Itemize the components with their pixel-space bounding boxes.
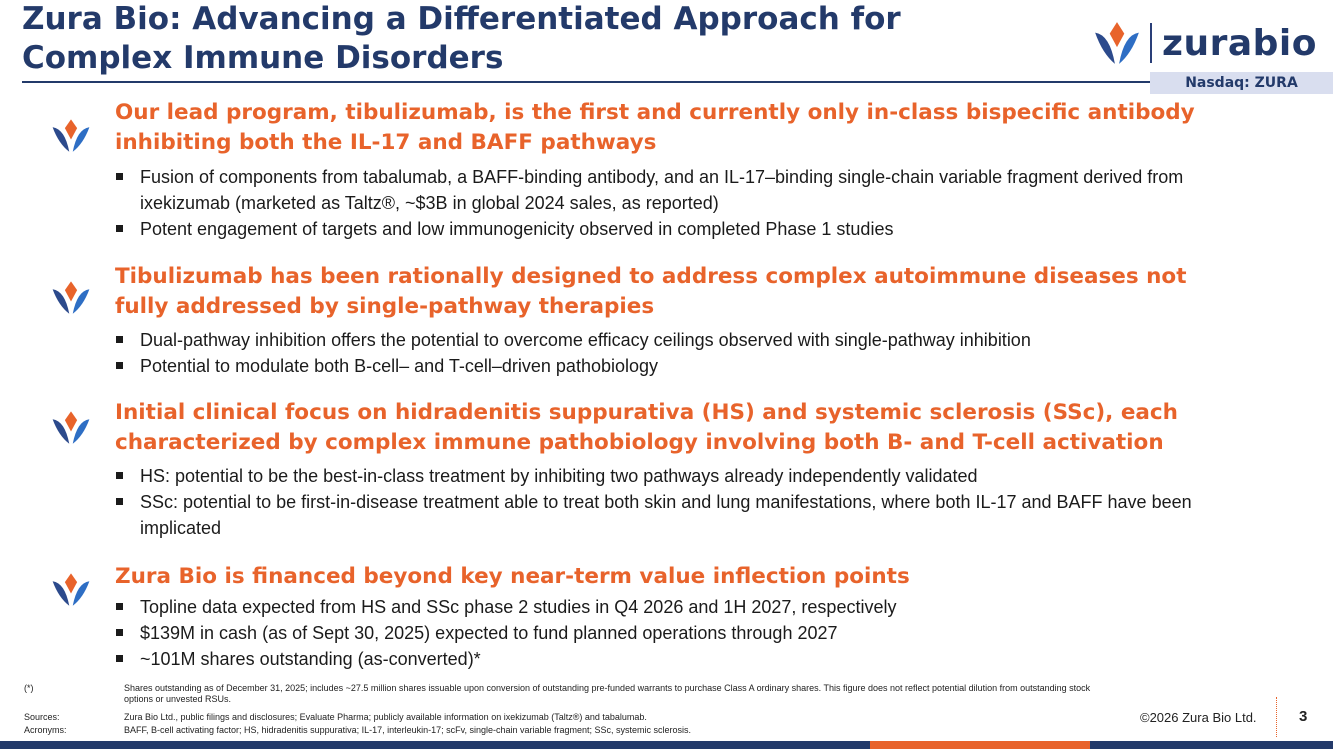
bottom-bar-navy-segment <box>1090 741 1333 749</box>
bullet-marker <box>116 655 123 662</box>
bullet-text: Topline data expected from HS and SSc phase 2 studies in Q4 2026 and 1H 2027, respectively <box>140 597 897 617</box>
footnote-sources-label: Sources: <box>24 712 60 722</box>
bullet-marker <box>116 603 123 610</box>
footnote-acronyms-text: BAFF, B-cell activating factor; HS, hidradenitis suppurativa; IL-17, interleukin-17; scFv, single-chain variable fragment; SSc, systemic sclerosis. <box>124 725 692 735</box>
list-item <box>115 646 1225 672</box>
footnote-sources-text: Zura Bio Ltd., public filings and disclosures; Evaluate Pharma; publicly available information on ixekizumab (Taltz®) and tabalumab. <box>124 712 647 722</box>
bottom-bar-orange-segment <box>870 741 1090 749</box>
footer-divider <box>1276 697 1277 737</box>
zurabio-mark-icon <box>1092 18 1142 68</box>
footnote-acronyms-label: Acronyms: <box>24 725 67 735</box>
copyright: ©2026 Zura Bio Ltd. <box>1140 710 1257 725</box>
bottom-bar-navy-segment <box>0 741 870 749</box>
bullet-marker <box>116 225 123 232</box>
zurabio-logo <box>1092 18 1317 68</box>
list-item <box>115 489 1225 541</box>
bullet-text: Potential to modulate both B-cell– and T-cell–driven pathobiology <box>140 356 659 376</box>
bullet-list <box>115 327 1225 379</box>
bullet-list <box>115 463 1225 541</box>
ticker-badge: Nasdaq: ZURA <box>1150 72 1333 94</box>
zurabio-mark-icon <box>50 410 92 446</box>
logo-wordmark: zurabio <box>1162 22 1317 64</box>
section-heading: Initial clinical focus on hidradenitis suppurativa (HS) and systemic sclerosis (SSc), each characterized by complex immune pathobiology involving both B- and T-cell activation <box>115 400 1178 455</box>
bullet-marker <box>116 362 123 369</box>
bullet-text: Fusion of components from tabalumab, a BAFF-binding antibody, and an IL-17–binding single-chain variable fragment derived from ixekizumab (marketed as Taltz®, ~$3B in global 2024 sales, as reported) <box>140 167 1184 213</box>
zurabio-mark-icon <box>50 118 92 154</box>
list-item <box>115 353 1225 379</box>
section-heading: Our lead program, tibulizumab, is the first and currently only in-class bispecific antibody inhibiting both the IL-17 and BAFF pathways <box>115 100 1195 155</box>
bullet-text: HS: potential to be the best-in-class treatment by inhibiting two pathways already independently validated <box>140 466 978 486</box>
footnote-asterisk-text: Shares outstanding as of December 31, 2025; includes ~27.5 million shares issuable upon conversion of outstanding pre-funded warrants to purchase Class A ordinary shares. This figure does not reflect potential dilution from outstanding stock options or unvested RSUs. <box>124 683 1091 704</box>
page-title: Zura Bio: Advancing a Differentiated Approach for Complex Immune Disorders <box>22 1 901 76</box>
list-item <box>115 620 1225 646</box>
bullet-marker <box>116 629 123 636</box>
bullet-text: Potent engagement of targets and low immunogenicity observed in completed Phase 1 studies <box>140 219 894 239</box>
bullet-marker <box>116 173 123 180</box>
section-heading: Zura Bio is financed beyond key near-term value inflection points <box>115 564 910 589</box>
bullet-marker <box>116 498 123 505</box>
title-underline <box>22 81 1152 83</box>
footnote-asterisk-label: (*) <box>24 683 34 693</box>
bullet-text: SSc: potential to be first-in-disease treatment able to treat both skin and lung manifestations, where both IL-17 and BAFF have been implicated <box>140 492 1192 538</box>
list-item <box>115 463 1225 489</box>
zurabio-mark-icon <box>50 280 92 316</box>
bottom-color-bar <box>0 741 1333 749</box>
page-number: 3 <box>1299 708 1308 725</box>
bullet-marker <box>116 472 123 479</box>
bullet-text: $139M in cash (as of Sept 30, 2025) expected to fund planned operations through 2027 <box>140 623 838 643</box>
bullet-marker <box>116 336 123 343</box>
section-heading: Tibulizumab has been rationally designed to address complex autoimmune diseases not fully addressed by single-pathway therapies <box>115 264 1187 319</box>
list-item <box>115 327 1225 353</box>
zurabio-mark-icon <box>50 572 92 608</box>
bullet-list <box>115 594 1225 672</box>
logo-divider <box>1150 23 1152 63</box>
bullet-text: Dual-pathway inhibition offers the potential to overcome efficacy ceilings observed with single-pathway inhibition <box>140 330 1031 350</box>
bullet-list <box>115 164 1225 242</box>
list-item <box>115 164 1225 216</box>
list-item <box>115 216 1225 242</box>
bullet-text: ~101M shares outstanding (as-converted)* <box>140 649 481 669</box>
list-item <box>115 594 1225 620</box>
